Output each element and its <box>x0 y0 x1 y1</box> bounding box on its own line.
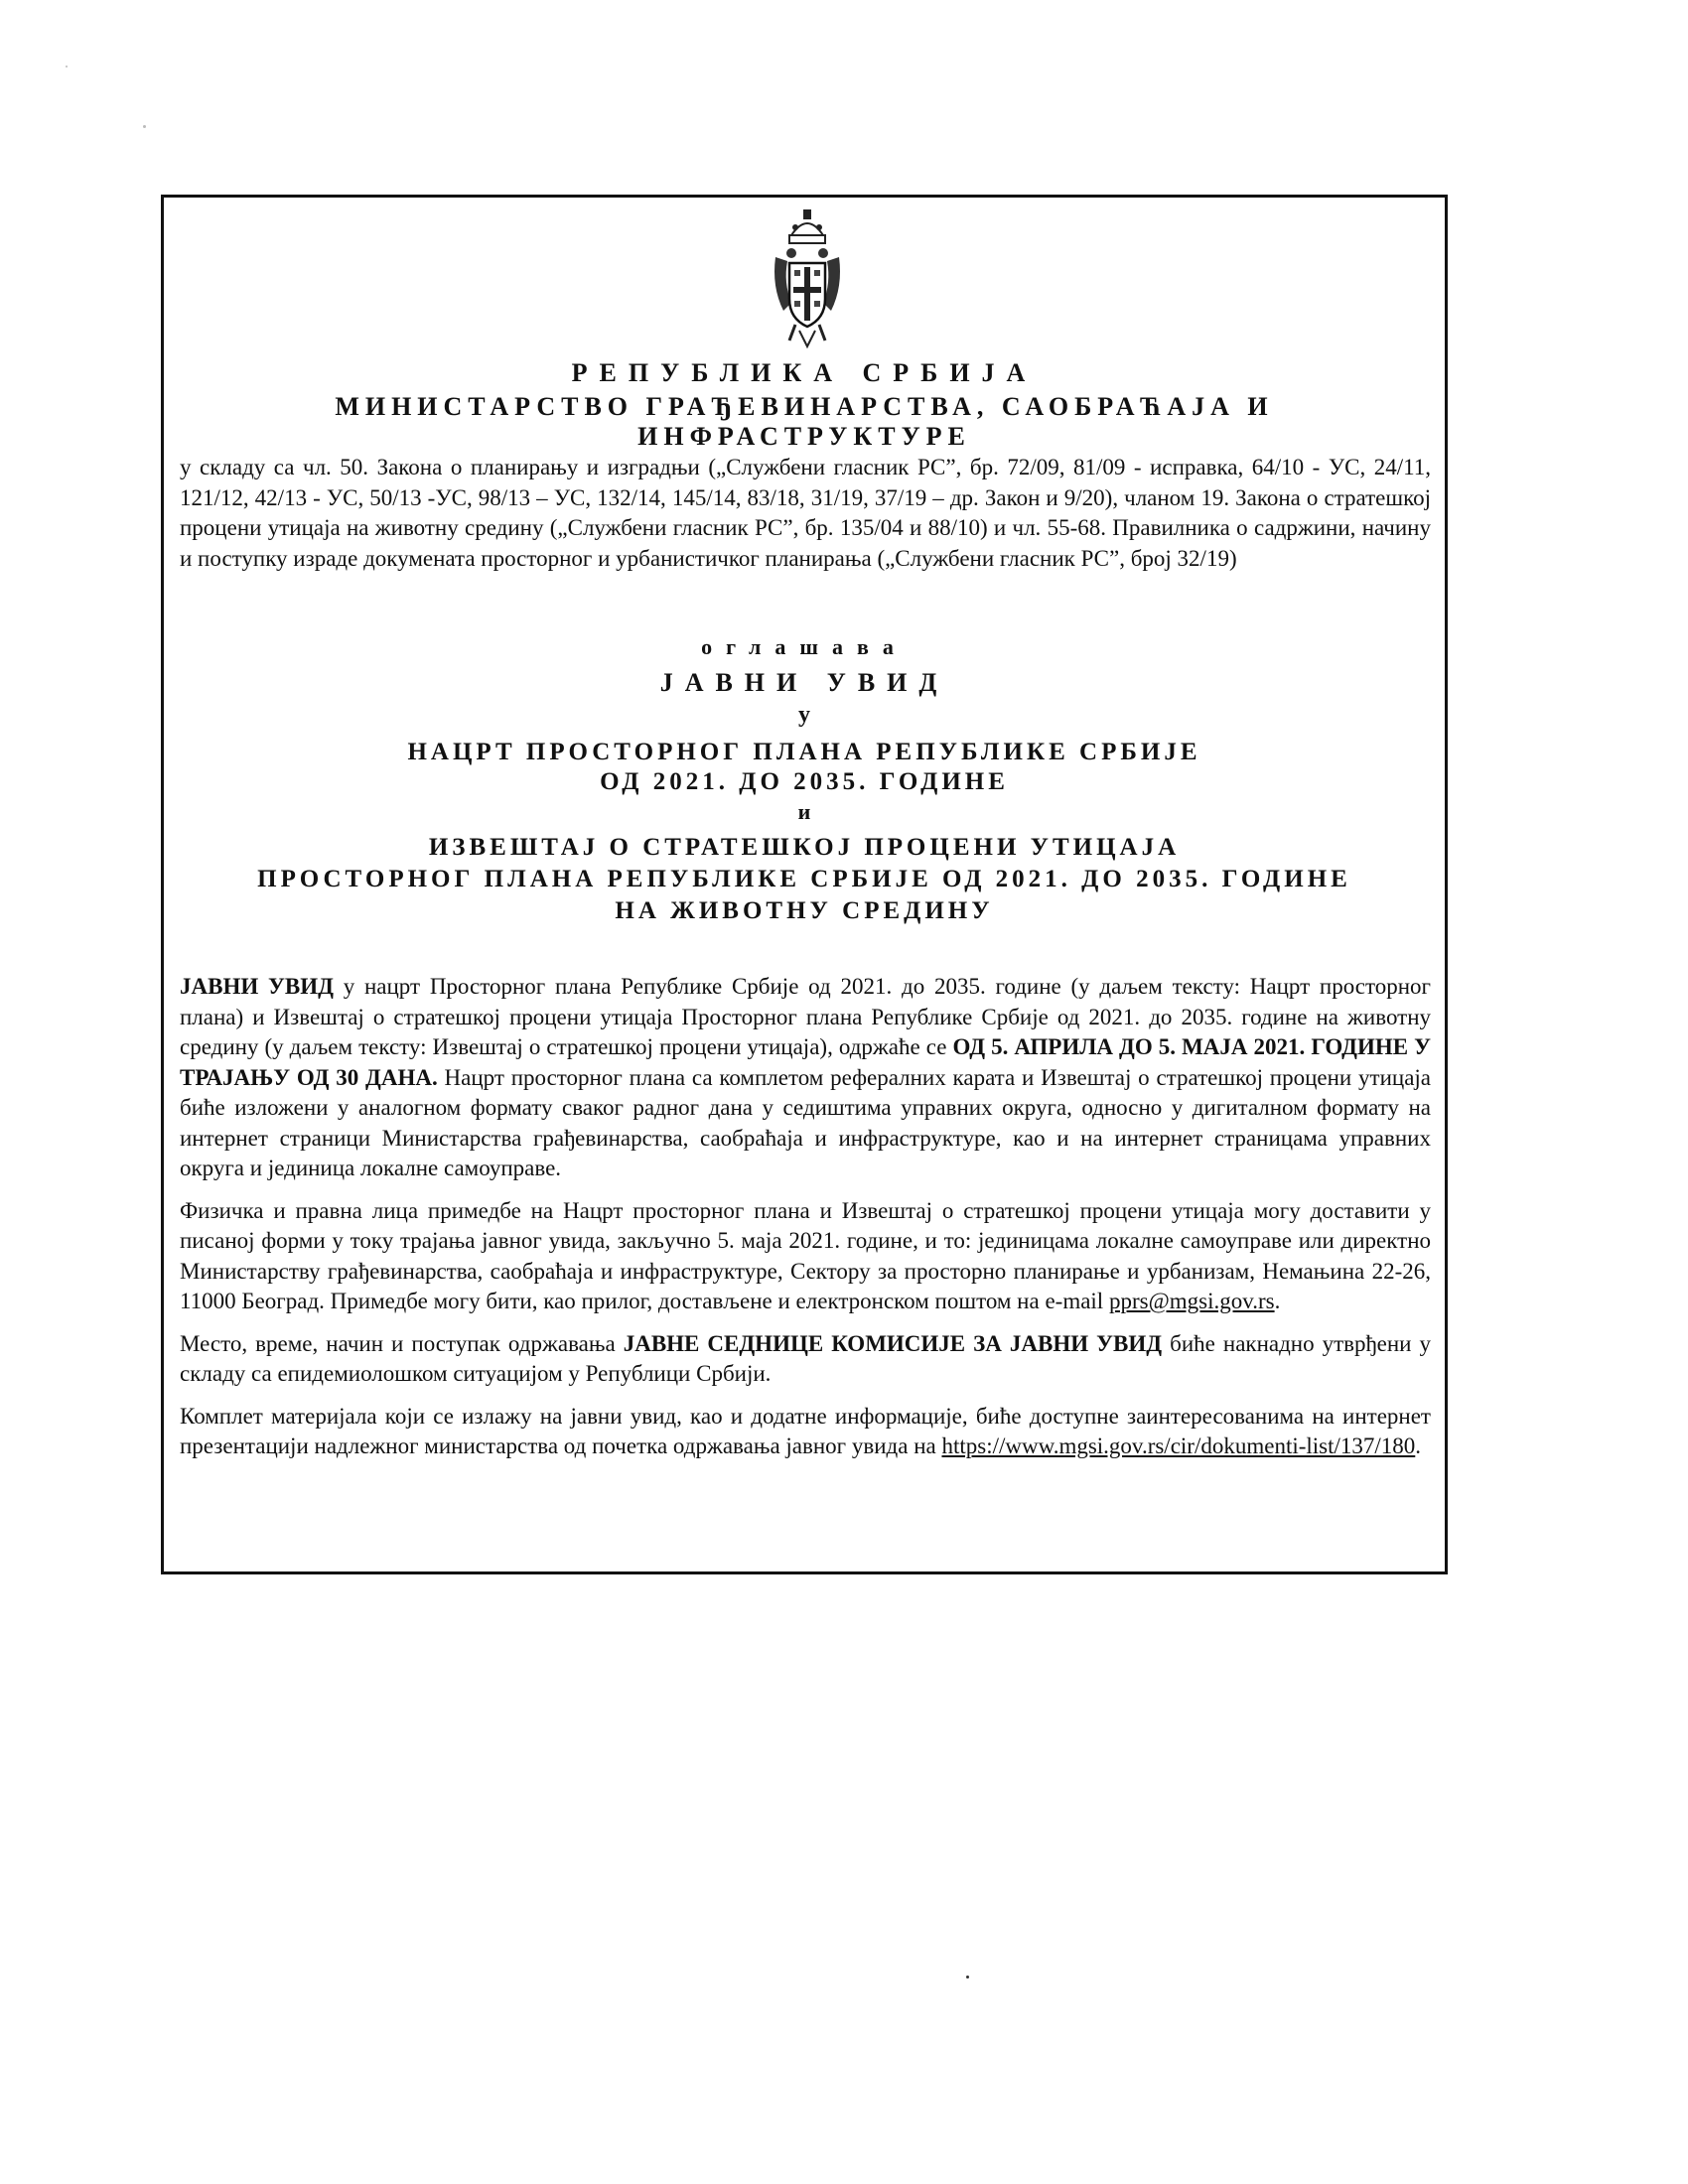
public-review-bold: ЈАВНИ УВИД <box>180 974 334 999</box>
ministry-heading-line2: ИНФРАСТРУКТУРЕ <box>637 422 971 451</box>
announces-label: оглашава <box>701 634 908 659</box>
announcement-body <box>180 972 1431 1474</box>
paragraph-text: Физичка и правна лица примедбе на Нацрт просторног плана и Извештај о стратешкој процени утицаја могу доставити у писаној форми у току трајања јавног увида, закључно 5. маја 2021. године, и то: јединицама локалне самоуправе или директно Министарству грађевинарства, саобраћаја и инфраструктуре, Сектору за просторно планирање и урбанизам, Немањина 22-26, 11000 Београд. Примедбе могу бити, као прилог, достављене и електронском поштом на e-mail <box>180 1197 1431 1313</box>
session-bold: ЈАВНЕ СЕДНИЦЕ КОМИСИЈЕ ЗА ЈАВНИ УВИД <box>623 1330 1163 1356</box>
paragraph-materials <box>180 1402 1431 1462</box>
plan-title-line2: ОД 2021. ДО 2035. ГОДИНЕ <box>600 768 1009 795</box>
legal-basis-text: у складу са чл. 50. Закона о планирању и изградњи („Службени гласник РС”, бр. 72/09, 81/09 - исправка, 64/10 - УС, 24/11, 121/12, 42/13 - УС, 50/13 -УС, 98/13 – УС, 132/14, 145/14, 83/18, 31/19, 37/19 – др. Закон и 9/20), чланом 19. Закона о стратешкој процени утицаја на животну средину („Службени гласник РС”, бр. 135/04 и 88/10) и чл. 55-68. Правилника о садржини, начину и поступку израде докумената просторног и урбанистичког планирања („Службени гласник РС”, број 32/19) <box>180 455 1431 571</box>
scan-speck <box>966 1976 969 1979</box>
punctuation: . <box>1274 1289 1281 1313</box>
scan-speck <box>143 125 146 128</box>
plan-title-line1: НАЦРТ ПРОСТОРНОГ ПЛАНА РЕПУБЛИКЕ СРБИЈЕ <box>407 739 1201 765</box>
punctuation: . <box>1415 1433 1422 1458</box>
in-label: у <box>798 702 810 728</box>
paragraph-text: Нацрт просторног плана са комплетом рефералних карата и Извештај о стратешкој процени утицаја биће изложени у аналогном формату сваког радног дана у седиштима управних округа, односно у дигиталном формату на интернет страници Министарства грађевинарства, саобраћаја и инфраструктуре, као и на интернет страницама управних округа и јединица локалне самоуправе. <box>180 1064 1432 1180</box>
paragraph-session <box>180 1329 1431 1390</box>
review-dates: ОД 5. АПРИЛА ДО 5. МАЈА 2021. ГОДИНЕ У ТРАЈАЊУ ОД 30 ДАНА. <box>180 1034 1431 1090</box>
email-link[interactable]: pprs@mgsi.gov.rs <box>1108 1289 1275 1313</box>
report-title-line2: ПРОСТОРНОГ ПЛАНА РЕПУБЛИКЕ СРБИЈЕ ОД 2021. ДО 2035. ГОДИНЕ <box>257 866 1351 892</box>
paragraph-public-review <box>180 972 1431 1184</box>
public-review-heading: ЈАВНИ УВИД <box>659 668 949 697</box>
report-title-line3: НА ЖИВОТНУ СРЕДИНУ <box>615 897 994 924</box>
and-label: и <box>797 799 811 824</box>
ministry-heading-line1: МИНИСТАРСТВО ГРАЂЕВИНАРСТВА, САОБРАЋАЈА И <box>335 392 1274 421</box>
paragraph-text: Комплет материјала који се излажу на јавни увид, као и додатне информације, биће доступне заинтересованима на интернет презентацији надлежног министарства од почетка одржавања јавног увида на <box>180 1403 1431 1458</box>
announcement-frame <box>161 195 1448 1574</box>
paragraph-text: Место, време, начин и поступак одржавања <box>180 1330 624 1356</box>
paragraph-text: биће накнадно утврђени у складу са епидемиолошком ситуацијом у Републици Србији. <box>180 1330 1431 1386</box>
materials-link[interactable]: https://www.mgsi.gov.rs/cir/dokumenti-list/137/180 <box>941 1433 1416 1458</box>
country-heading: РЕПУБЛИКА СРБИЈА <box>571 358 1038 387</box>
report-title-line1: ИЗВЕШТАЈ О СТРАТЕШКОЈ ПРОЦЕНИ УТИЦАЈА <box>428 834 1181 861</box>
serbia-coat-of-arms-icon <box>770 207 845 354</box>
scan-speck <box>66 66 68 68</box>
paragraph-text: у нацрт Просторног плана Републике Србије од 2021. до 2035. године (у даљем тексту: Нацрт просторног плана) и Извештај о стратешкој процени утицаја Просторног плана Републике Србије од 2021. до 2035. године на животну средину (у даљем тексту: Извештај о стратешкој процени утицаја), одржаће се <box>180 974 1431 1059</box>
paragraph-comments <box>180 1196 1431 1317</box>
